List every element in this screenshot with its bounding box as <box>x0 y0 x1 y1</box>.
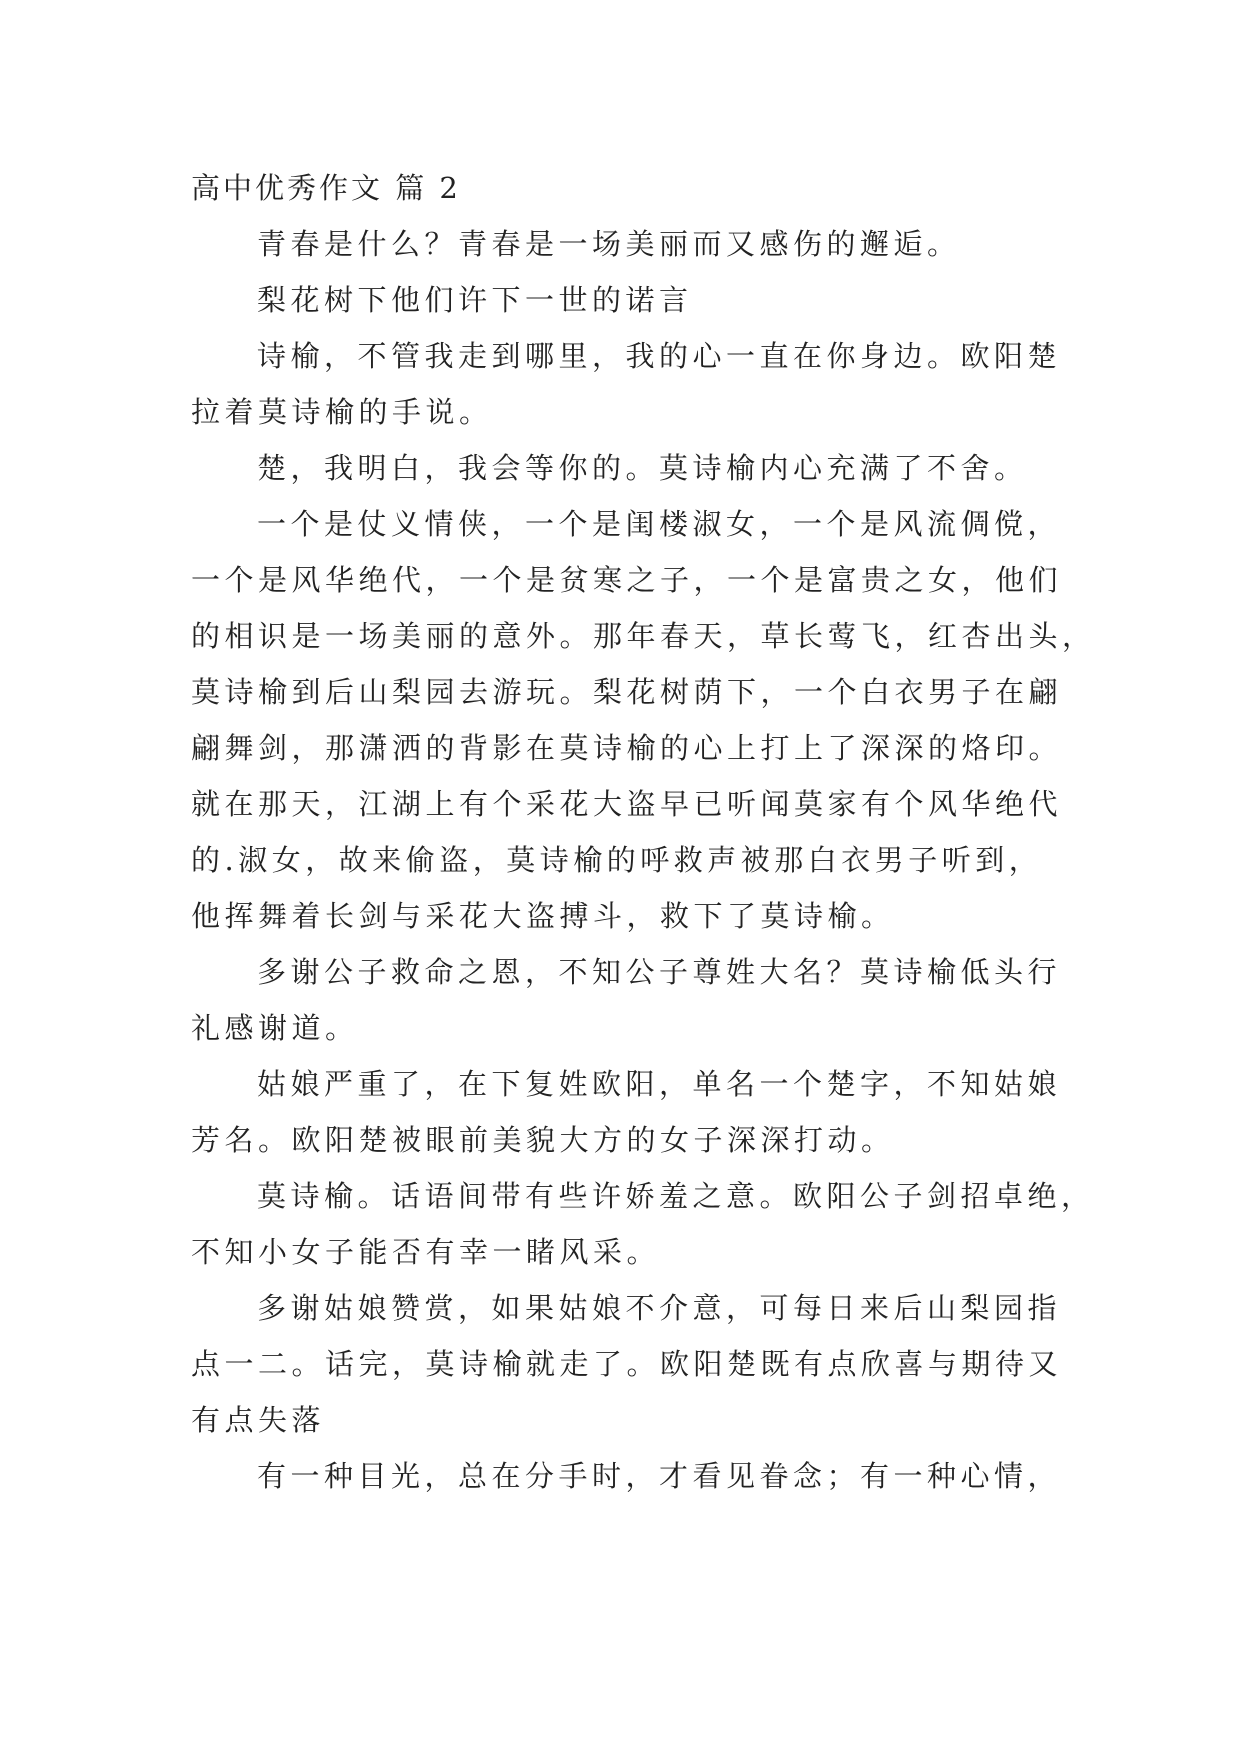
paragraph-list <box>191 216 1096 1504</box>
paragraph <box>191 328 1071 440</box>
paragraph <box>191 1280 1071 1448</box>
paragraph <box>191 216 1071 272</box>
paragraph-line: 的.淑女，故来偷盗，莫诗榆的呼救声被那白衣男子听到， <box>191 843 1043 877</box>
paragraph-line: 楚，我明白，我会等你的。莫诗榆内心充满了不舍。 <box>257 451 1028 485</box>
paragraph-line: 芳名。欧阳楚被眼前美貌大方的女子深深打动。 <box>191 1123 895 1157</box>
paragraph <box>191 1448 1071 1504</box>
paragraph <box>191 440 1071 496</box>
paragraph-line: 点一二。话完，莫诗榆就走了。欧阳楚既有点欣喜与期待又 <box>191 1347 1063 1381</box>
paragraph-line: 他挥舞着长剑与采花大盗搏斗，救下了莫诗榆。 <box>191 899 895 933</box>
paragraph-line: 有一种目光，总在分手时，才看见眷念；有一种心情， <box>257 1459 1062 1493</box>
paragraph <box>191 272 1071 328</box>
document-body <box>191 160 1096 1504</box>
paragraph-line: 多谢公子救命之恩，不知公子尊姓大名？莫诗榆低头行 <box>257 955 1062 989</box>
paragraph-line: 拉着莫诗榆的手说。 <box>191 395 493 429</box>
paragraph <box>191 496 1096 944</box>
paragraph <box>191 1168 1095 1280</box>
paragraph-line: 翩舞剑，那潇洒的背影在莫诗榆的心上打上了深深的烙印。 <box>191 731 1063 765</box>
paragraph-line: 青春是什么？青春是一场美丽而又感伤的邂逅。 <box>257 227 961 261</box>
paragraph-line: 梨花树下他们许下一世的诺言 <box>257 283 693 317</box>
paragraph-line: 诗榆，不管我走到哪里，我的心一直在你身边。欧阳楚 <box>257 339 1062 373</box>
paragraph-line: 多谢姑娘赞赏，如果姑娘不介意，可每日来后山梨园指 <box>257 1291 1062 1325</box>
paragraph-line: 不知小女子能否有幸一睹风采。 <box>191 1235 661 1269</box>
paragraph-line: 姑娘严重了，在下复姓欧阳，单名一个楚字，不知姑娘 <box>257 1067 1062 1101</box>
paragraph-line: 有点失落 <box>191 1403 326 1437</box>
paragraph <box>191 1056 1071 1168</box>
paragraph-line: 就在那天，江湖上有个采花大盗早已听闻莫家有个风华绝代 <box>191 787 1063 821</box>
paragraph <box>191 944 1071 1056</box>
paragraph-line: 的相识是一场美丽的意外。那年春天，草长莺飞，红杏出头， <box>191 619 1096 653</box>
paragraph-line: 一个是风华绝代，一个是贫寒之子，一个是富贵之女，他们 <box>191 563 1063 597</box>
paragraph-line: 莫诗榆。话语间带有些许娇羞之意。欧阳公子剑招卓绝， <box>257 1179 1095 1213</box>
paragraph-line: 一个是仗义情侠，一个是闺楼淑女，一个是风流倜傥， <box>257 507 1062 541</box>
paragraph-line: 莫诗榆到后山梨园去游玩。梨花树荫下，一个白衣男子在翩 <box>191 675 1063 709</box>
document-title: 高中优秀作文 篇 2 <box>191 171 461 205</box>
paragraph-line: 礼感谢道。 <box>191 1011 359 1045</box>
